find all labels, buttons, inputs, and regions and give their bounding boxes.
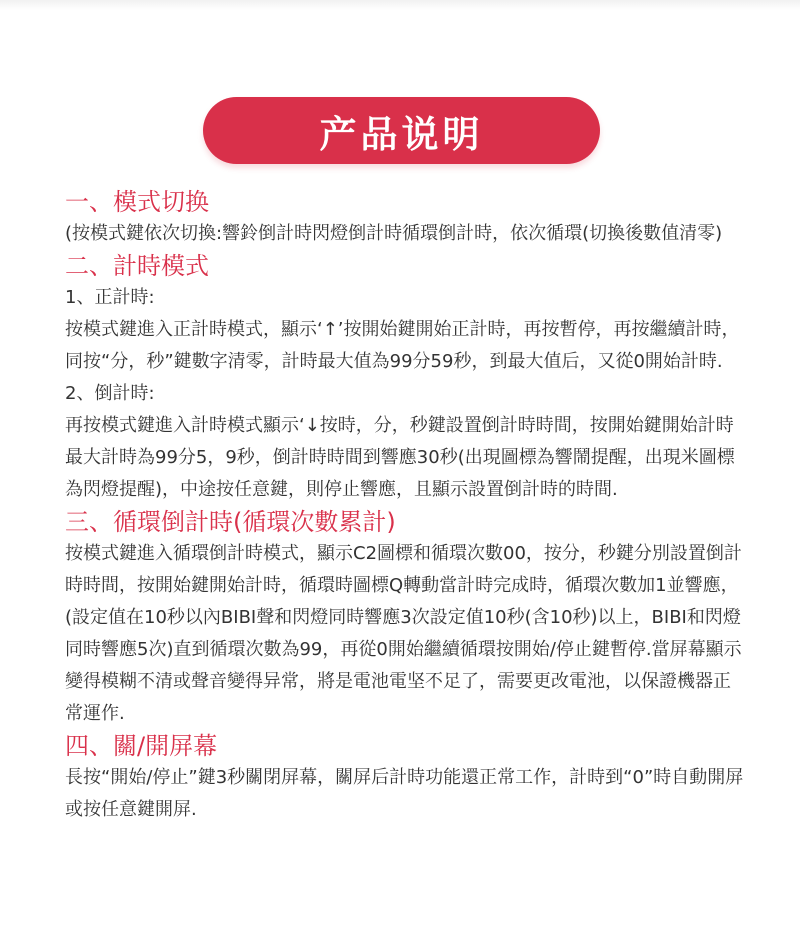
section-paragraph: (按模式鍵依次切換:響鈴倒計時閃燈倒計時循環倒計時，依次循環(切換後數值清零) — [65, 223, 723, 244]
top-shadow — [0, 0, 800, 10]
section-subheading: 2、倒計時: — [65, 383, 155, 404]
section-paragraph: 再按模式鍵進入計時模式顯示‘↓按時，分，秒鍵設置倒計時時間，按開始鍵開始計時最大計時為99分5，9秒，倒計時時間到響應30秒(出現圖標為響鬧提醒，出現米圖標為閃燈提醒)，中途按任意鍵，則停止響應，且顯示設置倒計時的時間. — [65, 415, 735, 500]
section-loop-countdown — [65, 506, 745, 730]
page-title: 产品说明 — [319, 112, 484, 156]
section-heading: 二、計時模式 — [65, 252, 209, 280]
section-subheading: 1、正計時: — [65, 287, 155, 308]
section-paragraph: 按模式鍵進入正計時模式，顯示‘↑’按開始鍵開始正計時，再按暫停，再按繼續計時，同按“分，秒”鍵數字清零，計時最大值為99分59秒，到最大值后，又從0開始計時. — [65, 319, 740, 372]
section-heading: 一、模式切换 — [65, 188, 209, 216]
section-paragraph: 按模式鍵進入循環倒計時模式，顯示C2圖標和循環次數00，按分，秒鍵分別設置倒計時時間，按開始鍵開始計時，循環時圖標Q轉動當計時完成時，循環次數加1並響應，(設定值在10秒以內BIBI聲和閃燈同時響應3次設定值10秒(含10秒)以上，BIBI和閃燈同時響應5次)直到循環次數為99，再從0開始繼續循環按開始/停止鍵暫停.當屏幕顯示變得模糊不清或聲音變得异常，將是電池電坚不足了，需要更改電池，以保證機器正常運作. — [65, 543, 742, 724]
instructions-content — [65, 186, 745, 826]
title-banner — [203, 97, 600, 164]
section-heading: 四、關/開屏幕 — [65, 732, 218, 760]
section-mode-switch — [65, 186, 745, 250]
section-paragraph: 長按“開始/停止”鍵3秒關閉屏幕，關屏后計時功能還正常工作，計時到“0”時自動開屏或按任意鍵開屏. — [65, 767, 744, 820]
section-screen-on-off — [65, 730, 745, 826]
section-heading: 三、循環倒計時(循環次數累計) — [65, 508, 396, 536]
section-timer-mode — [65, 250, 745, 506]
